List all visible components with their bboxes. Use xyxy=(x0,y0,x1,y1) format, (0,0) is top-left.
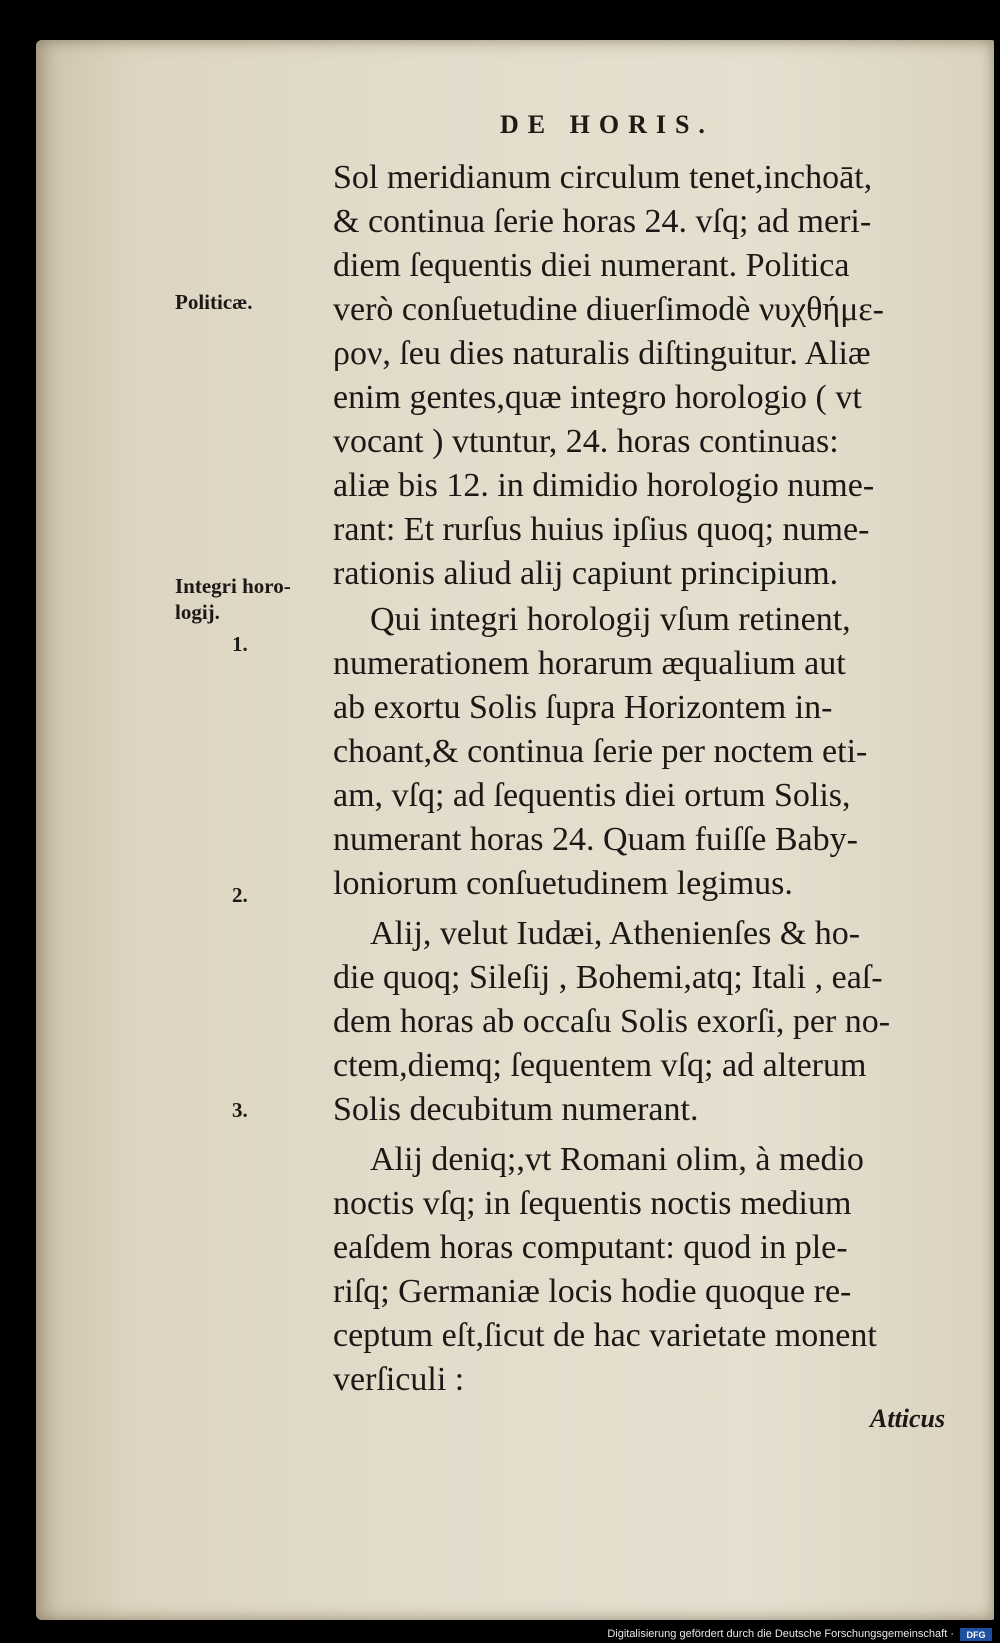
text-line: dem horas ab occaſu Solis exorſi, per no- xyxy=(333,1003,891,1040)
text-line: verſiculi : xyxy=(333,1361,465,1398)
text-line: riſq; Germaniæ locis hodie quoque re- xyxy=(333,1273,852,1310)
text-line: & continua ſerie horas 24. vſq; ad meri- xyxy=(333,203,872,240)
text-line: vocant ) vtuntur, 24. horas continuas: xyxy=(333,423,839,460)
text-line: verò conſuetudine diuerſimodè νυχθήμε- xyxy=(333,291,885,328)
margin-note-integri-2: logij. xyxy=(175,600,220,624)
text-line: choant,& continua ſerie per noctem eti- xyxy=(333,733,868,770)
text-line: rant: Et rurſus huius ipſius quoq; nume- xyxy=(333,511,870,548)
margin-number-3: 3. xyxy=(232,1098,248,1122)
text-line: numerationem horarum æqualium aut xyxy=(333,645,846,682)
digitization-credit: Digitalisierung gefördert durch die Deutsche Forschungsgemeinschaft · xyxy=(607,1628,954,1640)
dfg-logo: DFG xyxy=(960,1628,992,1641)
margin-note-integri-1: Integri horo- xyxy=(175,574,291,598)
text-line: enim gentes,quæ integro horologio ( vt xyxy=(333,379,862,416)
text-line: ctem,diemq; ſequentem vſq; ad alterum xyxy=(333,1047,867,1084)
text-line: Qui integri horologij vſum retinent, xyxy=(370,601,851,638)
text-line: loniorum conſuetudinem legimus. xyxy=(333,865,793,902)
text-line: ab exortu Solis ſupra Horizontem in- xyxy=(333,689,833,726)
text-line: diem ſequentis diei numerant. Politica xyxy=(333,247,850,284)
text-line: rationis aliud alij capiunt principium. xyxy=(333,555,839,592)
text-line: eaſdem horas computant: quod in ple- xyxy=(333,1229,848,1266)
text-line: Solis decubitum numerant. xyxy=(333,1091,699,1128)
text-line: noctis vſq; in ſequentis noctis medium xyxy=(333,1185,852,1222)
margin-number-1: 1. xyxy=(232,632,248,656)
text-line: am, vſq; ad ſequentis diei ortum Solis, xyxy=(333,777,851,814)
text-line: Sol meridianum circulum tenet,inchoāt, xyxy=(333,159,873,196)
margin-number-2: 2. xyxy=(232,883,248,907)
margin-note-politicae: Politicæ. xyxy=(175,290,253,314)
running-head: DE HORIS. xyxy=(500,110,714,139)
text-line: ρον, ſeu dies naturalis diſtinguitur. Aliæ xyxy=(333,335,871,372)
text-line: Alij, velut Iudæi, Athenienſes & ho- xyxy=(370,915,861,952)
text-line: ceptum eſt,ſicut de hac varietate monent xyxy=(333,1317,877,1354)
text-line: Alij deniq;,vt Romani olim, à medio xyxy=(370,1141,864,1178)
catchword: Atticus xyxy=(870,1404,946,1433)
text-line: die quoq; Sileſij , Bohemi,atq; Itali , eaſ- xyxy=(333,959,883,996)
text-line: numerant horas 24. Quam fuiſſe Baby- xyxy=(333,821,858,858)
text-line: aliæ bis 12. in dimidio horologio nume- xyxy=(333,467,875,504)
